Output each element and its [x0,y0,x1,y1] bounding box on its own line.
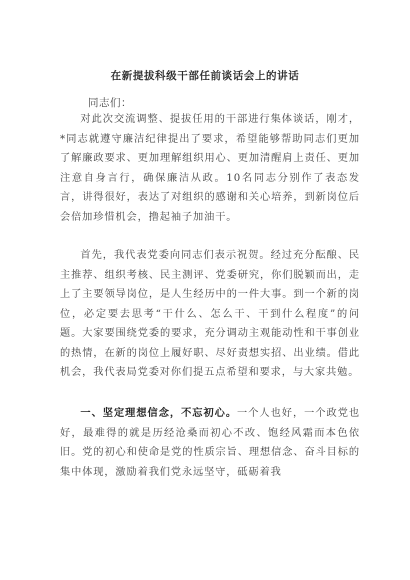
paragraph: 对此次交流调整、提拔任用的干部进行集体谈话，刚才，*同志就遵守廉洁纪律提出了要求，希望能够帮助同志们更加了解廉政要求、更加理解组织用心、更加清醒肩上责任、更加注意自身言行，确保廉洁从政。10名同志分别作了表态发言，讲得很好，表达了对组织的感谢和关心培养，到新岗位后会倍加珍惜机会，撸起袖子加油干。 [60,114,360,223]
paragraph: 首先，我代表党委向同志们表示祝贺。经过充分酝酿、民主推荐、组织考核、民主测评、党委研究，你们脱颖而出，走上了主要领导岗位，是人生经历中的一件大事。到一个新的岗位，必定要去思考“干什么、怎么干、干到什么程度”的问题。大家要围绕党委的要求，充分调动主观能动性和干事创业的热情，在新的岗位上履好职、尽好责想实招、出业绩。借此机会，我代表局党委对你们提五点希望和要求，与大家共勉。 [60,250,360,378]
salutation: 同志们： [88,97,132,109]
document-title: 在新提拔科级干部任前谈话会上的讲话 [110,70,300,82]
section-heading: 一、坚定理想信念，不忘初心。 [80,407,238,419]
section-paragraph [60,404,360,482]
section-body: 一个人也好，一个政党也好，最难得的就是历经沧桑而初心不改、饱经风霜而本色依旧。党的初心和使命是党的性质宗旨、理想信念、奋斗目标的集中体现，激励着我们党永远坚守，砥砺着我 [60,408,360,478]
